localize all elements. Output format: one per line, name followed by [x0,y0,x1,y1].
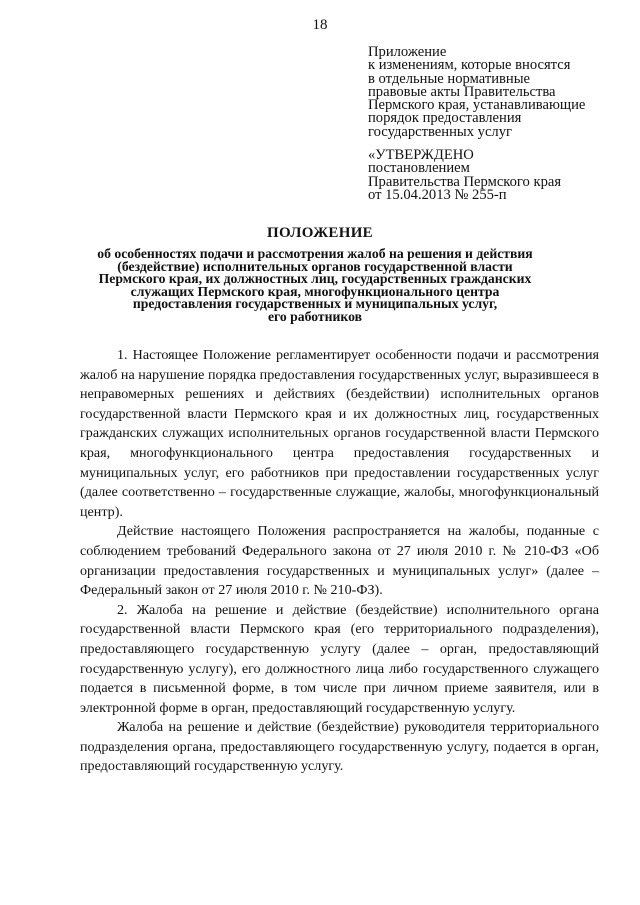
subtitle-line: предоставления государственных и муниципальных услуг, [132,296,498,312]
appendix-block [368,46,630,139]
paragraph-3: 2. Жалоба на решение и действие (бездействие) исполнительного органа государственной власти Пермского края (его территориального подразделения), предоставляющего государственную услугу (далее – орган, предоставляющий государственную услугу), его должностного лица либо государственного служащего подается в письменной форме, в том числе при личном приеме заявителя, или в электронной форме в орган, предоставляющий государственную услугу. [80,601,599,716]
subtitle-line: служащих Пермского края, многофункционального центра [130,283,500,299]
document-title: ПОЛОЖЕНИЕ [267,225,373,241]
appendix-line: государственных услуг [368,123,512,140]
paragraph-1: 1. Настоящее Положение регламентирует особенности подачи и рассмотрения жалоб на нарушение порядка предоставления государственных услуг, выразившееся в неправомерных решениях и действиях (бездействии) исполнительных органов государственной власти Пермского края и их должностных лиц, государственных гражданских служащих исполнительных органов государственной власти Пермского края, многофункционального центра предоставления государственных и муниципальных услуг, его работников при предоставлении государственных услуг (далее соответственно – государственные служащие, жалобы, многофункциональный центр). [80,347,599,520]
approval-block [368,149,630,202]
approval-line: «УТВЕРЖДЕНО [368,147,474,163]
appendix-line: Пермского края, устанавливающие [368,97,586,114]
appendix-line: правовые акты Правительства [368,83,556,100]
approval-decree-date: от 15.04.2013 № 255-п [368,186,507,203]
document-body [80,346,599,777]
subtitle-line: об особенностях подачи и рассмотрения жалоб на решения и действия [97,246,533,261]
paragraph-2: Действие настоящего Положения распространяется на жалобы, поданные с соблюдением требований Федерального закона от 27 июля 2010 г. № 210-ФЗ «Об организации предоставления государственных и муниципальных услуг» (далее – Федеральный закон от 27 июля 2010 г. № 210-ФЗ). [80,523,599,599]
subtitle-line: (бездействие) исполнительных органов государственной власти [117,258,513,274]
subtitle-line: Пермского края, их должностных лиц, государственных гражданских [98,271,532,287]
appendix-line: в отдельные нормативные [368,70,530,87]
approval-line: постановлением [368,160,470,177]
appendix-line: порядок предоставления [368,110,522,127]
paragraph-4: Жалоба на решение и действие (бездействие) руководителя территориального подразделения органа, предоставляющего государственную услугу, подается в орган, предоставляющий государственную услугу. [80,719,599,775]
subtitle-line: его работников [267,308,363,324]
approval-line: Правительства Пермского края [368,173,562,190]
page-number: 18 [312,17,328,33]
appendix-line: к изменениям, которые вносятся [368,57,571,74]
document-subtitle [92,248,538,324]
appendix-line: Приложение [368,44,447,60]
